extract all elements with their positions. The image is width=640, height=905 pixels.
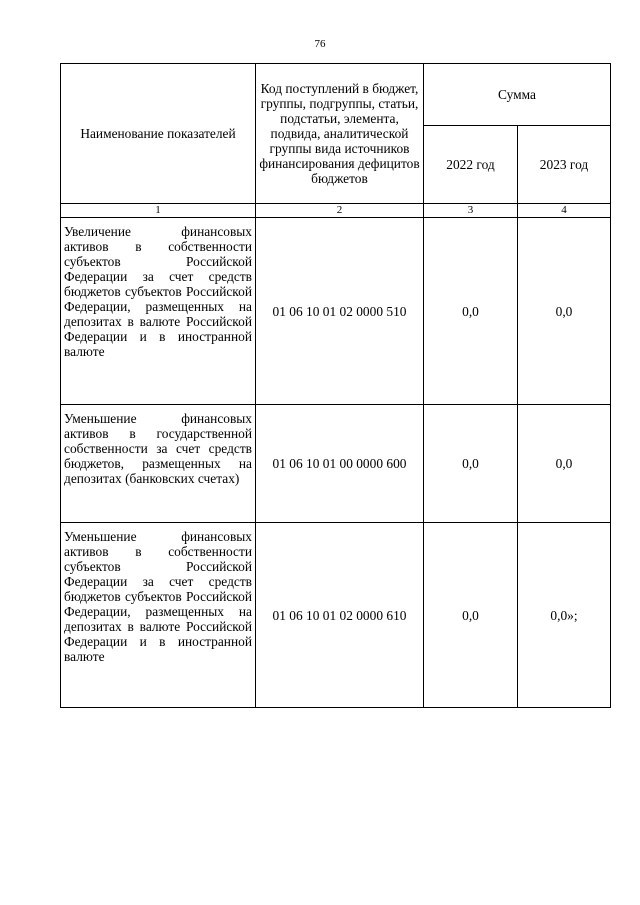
header-code: Код поступлений в бюджет, группы, подгруппы, статьи, подстатьи, элемента, подвида, аналитической группы вида источников финансирования дефицитов бюджетов [256, 64, 424, 204]
table-row [61, 523, 611, 708]
row-code: 01 06 10 01 02 0000 610 [256, 523, 424, 708]
column-number: 4 [518, 204, 611, 218]
header-year-2023: 2023 год [518, 126, 611, 204]
row-value-2022: 0,0 [424, 218, 518, 405]
column-number: 2 [256, 204, 424, 218]
row-value-2023: 0,0 [518, 218, 611, 405]
header-sum: Сумма [424, 64, 611, 126]
row-code: 01 06 10 01 00 0000 600 [256, 405, 424, 523]
row-value-2022: 0,0 [424, 405, 518, 523]
column-numbers-row [61, 204, 611, 218]
header-name: Наименование показателей [61, 64, 256, 204]
row-name: Уменьшение финансовых активов в собственности субъектов Российской Федерации за счет средств бюджетов субъектов Российской Федерации, размещенных на депозитах в валюте Российской Федерации и в иностранной валюте [61, 523, 256, 708]
header-year-2022: 2022 год [424, 126, 518, 204]
column-number: 3 [424, 204, 518, 218]
page-number: 76 [314, 38, 326, 50]
row-code: 01 06 10 01 02 0000 510 [256, 218, 424, 405]
row-name: Уменьшение финансовых активов в государственной собственности за счет средств бюджетов, размещенных на депозитах (банковских счетах) [61, 405, 256, 523]
row-name: Увеличение финансовых активов в собственности субъектов Российской Федерации за счет средств бюджетов субъектов Российской Федерации, размещенных на депозитах в валюте Российской Федерации и в иностранной валюте [61, 218, 256, 405]
budget-sources-table [60, 63, 611, 708]
table-row [61, 218, 611, 405]
row-value-2023: 0,0»; [518, 523, 611, 708]
column-number: 1 [61, 204, 256, 218]
table-row [61, 405, 611, 523]
row-value-2023: 0,0 [518, 405, 611, 523]
header-row [61, 64, 611, 126]
row-value-2022: 0,0 [424, 523, 518, 708]
